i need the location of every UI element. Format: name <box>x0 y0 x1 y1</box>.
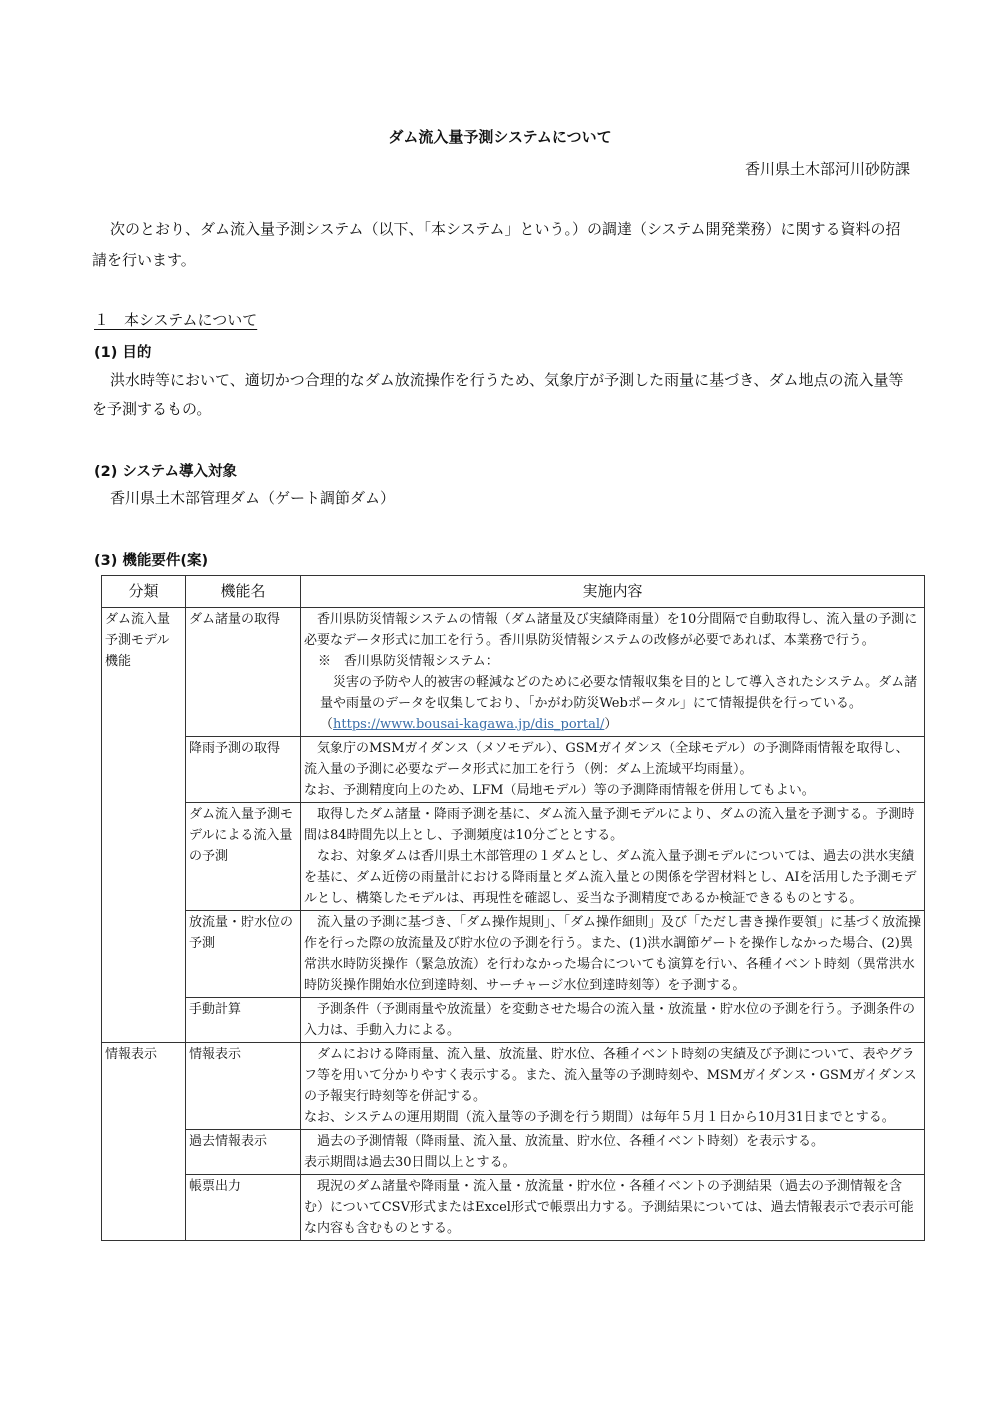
requirements-table <box>101 575 925 1241</box>
portal-link[interactable]: https://www.bousai-kagawa.jp/dis_portal/ <box>333 717 605 732</box>
requirements-heading: (3) 機能要件(案) <box>94 553 209 569</box>
details-cell <box>301 998 925 1043</box>
details-text: 取得したダム諸量・降雨予測を基に、ダム流入量予測モデルにより、ダムの流入量を予測する。予測時間は84時間先以上とし、予測頻度は10分ごととする。 <box>304 807 915 843</box>
function-name-cell: 放流量・貯水位の予測 <box>186 911 301 998</box>
function-name-cell: 過去情報表示 <box>186 1130 301 1175</box>
details-text: 予測条件（予測雨量や放流量）を変動させた場合の流入量・放流量・貯水位の予測を行う。予測条件の入力は、手動入力による。 <box>304 1002 916 1038</box>
function-name-cell: 情報表示 <box>186 1043 301 1130</box>
details-text: なお、システムの運用期間（流入量等の予測を行う期間）は毎年５月１日から10月31日までとする。 <box>304 1110 895 1125</box>
details-cell <box>301 1043 925 1130</box>
function-name-cell: ダム諸量の取得 <box>186 608 301 737</box>
target-heading: (2) システム導入対象 <box>94 464 237 480</box>
department-name: 香川県土木部河川砂防課 <box>744 160 910 178</box>
table-row <box>102 998 925 1043</box>
details-text: なお、予測精度向上のため、LFM（局地モデル）等の予測降雨情報を併用してもよい。 <box>304 783 815 798</box>
table-row <box>102 1175 925 1241</box>
details-cell <box>301 1130 925 1175</box>
details-text: なお、対象ダムは香川県土木部管理の１ダムとし、ダム流入量予測モデルについては、過去の洪水実績を基に、ダム近傍の雨量計における降雨量とダム流入量との関係を学習材料とし、AIを活用した予測モデルとし、構築したモデルは、再現性を確認し、妥当な予測精度であるか検証できるものとする。 <box>304 849 917 906</box>
table-row <box>102 1130 925 1175</box>
details-text: 香川県防災情報システムの情報（ダム諸量及び実績降雨量）を10分間隔で自動取得し、流入量の予測に必要なデータ形式に加工を行う。香川県防災情報システムの改修が必要であれば、本業務で行う。 <box>304 612 918 648</box>
details-cell <box>301 737 925 803</box>
note-text: 災害の予防や人的被害の軽減などのために必要な情報収集を目的として導入されたシステム。ダム諸量や雨量のデータを収集しており、「かがわ防災Webポータル」にて情報提供を行っている。（ <box>320 675 918 732</box>
header-category: 分類 <box>102 576 186 608</box>
target-text: 香川県土木部管理ダム（ゲート調節ダム） <box>110 489 396 507</box>
document-title: ダム流入量予測システムについて <box>388 128 612 146</box>
function-name-cell: 手動計算 <box>186 998 301 1043</box>
table-row <box>102 608 925 737</box>
function-name-cell: ダム流入量予測モデルによる流入量の予測 <box>186 803 301 911</box>
table-row <box>102 737 925 803</box>
table-row <box>102 911 925 998</box>
header-function-name: 機能名 <box>186 576 301 608</box>
details-text: ダムにおける降雨量、流入量、放流量、貯水位、各種イベント時刻の実績及び予測について、表やグラフ等を用いて分かりやすく表示する。また、流入量等の予測時刻や、MSMガイダンス・GSMガイダンスの予報実行時刻等を併記する。 <box>304 1047 917 1104</box>
function-name-cell: 帳票出力 <box>186 1175 301 1241</box>
category-cell: 情報表示 <box>102 1043 186 1241</box>
details-text: 気象庁のMSMガイダンス（メソモデル）、GSMガイダンス（全球モデル）の予測降雨情報を取得し、流入量の予測に必要なデータ形式に加工を行う（例：ダム上流域平均雨量）。 <box>304 741 909 777</box>
header-details: 実施内容 <box>301 576 925 608</box>
details-cell <box>301 803 925 911</box>
purpose-heading: (1) 目的 <box>94 345 152 361</box>
section-heading-1: １ 本システムについて <box>94 311 258 329</box>
category-cell: ダム流入量予測モデル機能 <box>102 608 186 1043</box>
note-block <box>304 651 921 735</box>
note-heading: ※ 香川県防災情報システム： <box>318 654 499 669</box>
table-header-row <box>102 576 925 608</box>
details-text: 表示期間は過去30日間以上とする。 <box>304 1155 516 1170</box>
intro-paragraph: 次のとおり、ダム流入量予測システム（以下、「本システム」という。）の調達（システム開発業務）に関する資料の招請を行います。 <box>92 220 901 269</box>
purpose-text: 洪水時等において、適切かつ合理的なダム放流操作を行うため、気象庁が予測した雨量に基づき、ダム地点の流入量等を予測するもの。 <box>92 371 904 418</box>
details-text: 過去の予測情報（降雨量、流入量、放流量、貯水位、各種イベント時刻）を表示する。 <box>317 1134 825 1149</box>
details-cell <box>301 1175 925 1241</box>
details-cell <box>301 608 925 737</box>
function-name-cell: 降雨予測の取得 <box>186 737 301 803</box>
details-text: 現況のダム諸量や降雨量・流入量・放流量・貯水位・各種イベントの予測結果（過去の予測情報を含む）についてCSV形式またはExcel形式で帳票出力する。予測結果については、過去情報表示で表示可能な内容も含むものとする。 <box>304 1179 914 1236</box>
table-row <box>102 803 925 911</box>
details-cell <box>301 911 925 998</box>
details-text: 流入量の予測に基づき、「ダム操作規則」、「ダム操作細則」及び「ただし書き操作要領」に基づく放流操作を行った際の放流量及び貯水位の予測を行う。また、(1)洪水調節ゲートを操作しなかった場合、(2)異常洪水時防災操作（緊急放流）を行わなかった場合についても演算を行い、各種イベント時刻（異常洪水時防災操作開始水位到達時刻、サーチャージ水位到達時刻等）を予測する。 <box>304 915 921 993</box>
note-body <box>318 672 921 735</box>
table-row <box>102 1043 925 1130</box>
note-close: ） <box>604 717 618 732</box>
